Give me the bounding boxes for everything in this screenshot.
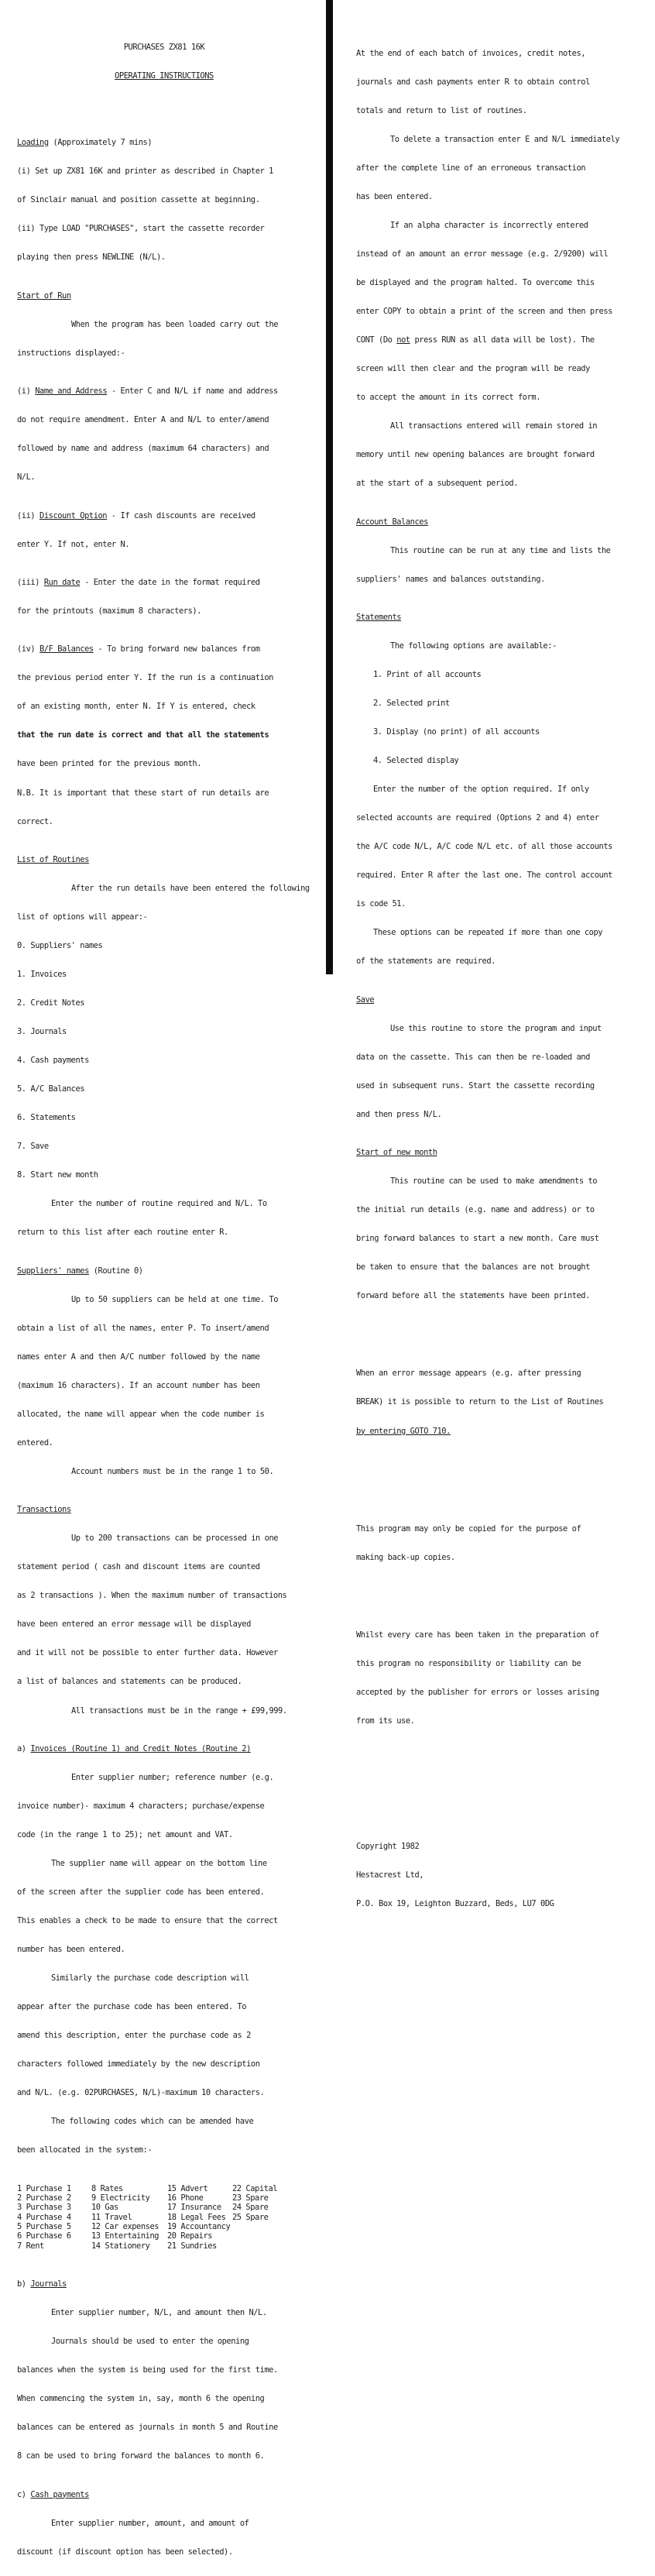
- transactions-line: Up to 200 transactions can be processed in one: [71, 1534, 279, 1544]
- supplier-name-line: This enables a check to be made to ensure that the correct: [17, 1916, 278, 1926]
- invoices-heading: Invoices (Routine 1) and Credit Notes (Routine 2): [30, 1743, 251, 1753]
- error-line: When an error message appears (e.g. after pressing: [356, 1369, 581, 1379]
- statements-line: is code 51.: [356, 899, 406, 909]
- codes-row: [17, 2241, 294, 2251]
- codes-row: [17, 2231, 294, 2241]
- start-new-month-heading: Start of new month: [356, 1148, 437, 1158]
- routines-line: list of options will appear:-: [17, 912, 148, 922]
- codes-row: [17, 2213, 294, 2222]
- journals-more-line: Journals should be used to enter the opening: [51, 2337, 249, 2347]
- statements-line: the A/C code N/L, A/C code N/L etc. of all those accounts: [356, 842, 612, 852]
- left-column: [17, 0, 311, 2576]
- transactions-line: have been entered an error message will be displayed: [17, 1619, 251, 1630]
- statements-heading: Statements: [356, 612, 402, 622]
- error-line: BREAK) it is possible to return to the List of Routines: [356, 1397, 604, 1407]
- discount-detail: enter Y. If not, enter N.: [17, 539, 130, 549]
- code-cell: 18 Legal Fees: [167, 2212, 226, 2222]
- purchase-code-line: and N/L. (e.g. 02PURCHASES, N/L)-maximum 10 characters.: [17, 2088, 265, 2098]
- alpha-more-line: screen will then clear and the program will be ready: [356, 364, 590, 374]
- code-cell: 11 Travel: [91, 2212, 132, 2222]
- code-cell: 1 Purchase 1: [17, 2183, 71, 2193]
- loading-heading: Loading: [17, 138, 49, 148]
- batch-line: At the end of each batch of invoices, credit notes,: [356, 48, 586, 58]
- cash-heading: Cash payments: [30, 2489, 89, 2499]
- code-cell: 5 Purchase 5: [17, 2222, 71, 2232]
- code-cell: 21 Sundries: [167, 2241, 217, 2251]
- copyright-line: Hestacrest Ltd,: [356, 1870, 424, 1880]
- transactions-line: a list of balances and statements can be produced.: [17, 1677, 242, 1687]
- save-heading: Save: [356, 994, 375, 1005]
- care-line: from its use.: [356, 1716, 415, 1726]
- transactions-line: statement period ( cash and discount items are counted: [17, 1562, 260, 1572]
- statements-repeat: of the statements are required.: [356, 957, 496, 967]
- account-balances-heading: Account Balances: [356, 517, 428, 527]
- loading-line: of Sinclair manual and position cassette at beginning.: [17, 195, 260, 205]
- save-line: used in subsequent runs. Start the cassette recording: [356, 1080, 595, 1091]
- transactions-line: as 2 transactions ). When the maximum number of transactions: [17, 1591, 287, 1601]
- bf-line: the previous period enter Y. If the run is a continuation: [17, 673, 273, 683]
- code-cell: [232, 2241, 294, 2251]
- copyright-line: P.O. Box 19, Leighton Buzzard, Beds, LU7 0DG: [356, 1898, 554, 1908]
- journals-line: Enter supplier number, N/L, and amount then N/L.: [51, 2308, 267, 2318]
- start-line: instructions displayed:-: [17, 348, 125, 358]
- suppliers-line: entered.: [17, 1437, 53, 1448]
- suppliers-line: obtain a list of all the names, enter P. To insert/amend: [17, 1323, 269, 1333]
- name-line: do not require amendment. Enter A and N/L to enter/amend: [17, 415, 269, 425]
- routines-line: After the run details have been entered the following: [71, 883, 310, 893]
- codes-row: [17, 2184, 294, 2193]
- code-cell: 19 Accountancy: [167, 2222, 231, 2232]
- cash-line: discount (if discount option has been selected).: [17, 2547, 233, 2557]
- copy-line: This program may only be copied for the purpose of: [356, 1523, 581, 1534]
- delete-line: To delete a transaction enter E and N/L immediately: [390, 134, 620, 144]
- routine-option: 2. Credit Notes: [17, 998, 85, 1008]
- routines-after-line: Enter the number of routine required and N/L. To: [51, 1199, 267, 1209]
- run-date-detail: for the printouts (maximum 8 characters).: [17, 606, 202, 616]
- stored-line: memory until new opening balances are brought forward: [356, 450, 595, 460]
- code-cell: 16 Phone: [167, 2193, 204, 2203]
- cont-line: CONT (Do not press RUN as all data will be lost). The: [356, 335, 595, 345]
- run-date-heading: Run date: [43, 577, 81, 587]
- purchase-codes-table: [17, 2184, 294, 2251]
- suppliers-note: Account numbers must be in the range 1 to 50.: [71, 1466, 274, 1476]
- suppliers-heading: Suppliers' names: [17, 1266, 89, 1276]
- left-page: [0, 0, 326, 2557]
- loading-line: playing then press NEWLINE (N/L).: [17, 252, 166, 263]
- balances-line: suppliers' names and balances outstanding.: [356, 574, 545, 584]
- code-cell: 14 Stationery: [91, 2241, 150, 2251]
- alpha-line: If an alpha character is incorrectly entered: [390, 220, 588, 230]
- name-address-line: (i) Name and Address - Enter C and N/L if name and address: [17, 386, 278, 397]
- delete-line: has been entered.: [356, 191, 433, 201]
- supplier-name-line: number has been entered.: [17, 1945, 125, 1955]
- routine-option: 8. Start new month: [17, 1170, 98, 1180]
- name-address-heading: Name and Address: [35, 386, 108, 397]
- error-line: by entering GOTO 710.: [356, 1426, 451, 1436]
- code-cell: 25 Spare: [232, 2212, 269, 2222]
- newmonth-line: be taken to ensure that the balances are not brought: [356, 1262, 590, 1273]
- run-date-line: (iii) Run date - Enter the date in the format required: [17, 577, 260, 587]
- name-line: N/L.: [17, 472, 36, 483]
- suppliers-line: allocated, the name will appear when the code number is: [17, 1409, 265, 1419]
- alpha-more-line: to accept the amount in its correct form.: [356, 393, 541, 403]
- routine-option: 4. Cash payments: [17, 1056, 89, 1066]
- journals-heading: Journals: [30, 2279, 67, 2289]
- statements-intro: The following options are available:-: [390, 641, 557, 651]
- code-cell: 22 Capital: [232, 2183, 278, 2193]
- code-cell: 2 Purchase 2: [17, 2193, 71, 2203]
- discount-heading: Discount Option: [39, 510, 108, 520]
- invoices-line: code (in the range 1 to 25); net amount and VAT.: [17, 1829, 233, 1839]
- alpha-line: enter COPY to obtain a print of the screen and then press: [356, 306, 612, 316]
- purchase-code-line: Similarly the purchase code description will: [51, 1973, 249, 1984]
- delete-line: after the complete line of an erroneous transaction: [356, 163, 586, 173]
- codes-row: [17, 2203, 294, 2212]
- invoices-heading-line: a) Invoices (Routine 1) and Credit Notes (Routine 2): [17, 1743, 251, 1753]
- codes-row: [17, 2193, 294, 2203]
- care-line: accepted by the publisher for errors or losses arising: [356, 1687, 599, 1697]
- invoices-line: Enter supplier number; reference number (e.g.: [71, 1772, 274, 1782]
- code-cell: 17 Insurance: [167, 2203, 221, 2213]
- transactions-line: and it will not be possible to enter further data. However: [17, 1648, 278, 1658]
- newmonth-line: This routine can be used to make amendments to: [390, 1176, 598, 1187]
- code-cell: [232, 2222, 294, 2231]
- bf-line: of an existing month, enter N. If Y is entered, check: [17, 702, 255, 712]
- bf-line: correct.: [17, 816, 53, 826]
- newmonth-line: bring forward balances to start a new month. Care must: [356, 1234, 599, 1244]
- right-page: [333, 0, 655, 1908]
- code-cell: 4 Purchase 4: [17, 2212, 71, 2222]
- journals-more-line: 8 can be used to bring forward the balances to month 6.: [17, 2451, 265, 2461]
- save-line: and then press N/L.: [356, 1109, 442, 1119]
- purchase-code-line: appear after the purchase code has been entered. To: [17, 2002, 247, 2012]
- batch-line: journals and cash payments enter R to obtain control: [356, 77, 590, 87]
- routine-option: 1. Invoices: [17, 970, 67, 980]
- code-cell: 20 Repairs: [167, 2231, 213, 2241]
- cash-heading-line: c) Cash payments: [17, 2489, 89, 2499]
- bf-line: N.B. It is important that these start of run details are: [17, 788, 269, 798]
- save-line: Use this routine to store the program and input: [390, 1023, 602, 1033]
- right-column: [356, 0, 619, 1928]
- code-cell: 24 Spare: [232, 2203, 269, 2213]
- statement-option: 1. Print of all accounts: [373, 670, 482, 680]
- code-cell: 15 Advert: [167, 2183, 208, 2193]
- document-title: PURCHASES ZX81 16K: [123, 42, 205, 52]
- newmonth-line: forward before all the statements have been printed.: [356, 1291, 590, 1301]
- stored-line: at the start of a subsequent period.: [356, 479, 519, 489]
- code-cell: 3 Purchase 3: [17, 2203, 71, 2213]
- code-cell: 8 Rates: [91, 2183, 123, 2193]
- balances-line: This routine can be run at any time and lists the: [390, 545, 611, 555]
- transactions-range: All transactions must be in the range + £99,999.: [71, 1705, 287, 1716]
- codes-intro-line: The following codes which can be amended have: [51, 2117, 254, 2127]
- code-cell: 12 Car expenses: [91, 2222, 159, 2232]
- statements-line: Enter the number of the option required. If only: [373, 785, 589, 795]
- save-line: data on the cassette. This can then be re-loaded and: [356, 1052, 590, 1062]
- loading-heading-line: Loading (Approximately 7 mins): [17, 138, 153, 148]
- name-line: followed by name and address (maximum 64 characters) and: [17, 444, 269, 454]
- purchase-code-line: characters followed immediately by the new description: [17, 2059, 260, 2069]
- code-cell: 13 Entertaining: [91, 2231, 159, 2241]
- bf-line: that the run date is correct and that all the statements: [17, 730, 269, 740]
- stored-line: All transactions entered will remain stored in: [390, 421, 598, 431]
- start-line: When the program has been loaded carry out the: [71, 319, 279, 329]
- purchase-code-line: amend this description, enter the purchase code as 2: [17, 2031, 251, 2041]
- alpha-line: instead of an amount an error message (e.g. 2/9200) will: [356, 249, 609, 259]
- routine-option: 0. Suppliers' names: [17, 941, 103, 950]
- supplier-name-line: of the screen after the supplier code has been entered.: [17, 1887, 265, 1898]
- suppliers-line: Up to 50 suppliers can be held at one time. To: [71, 1294, 279, 1304]
- statement-option: 3. Display (no print) of all accounts: [373, 727, 540, 737]
- loading-line: (i) Set up ZX81 16K and printer as described in Chapter 1: [17, 167, 273, 177]
- statement-option: 2. Selected print: [373, 699, 450, 709]
- routine-option: 7. Save: [17, 1142, 49, 1152]
- suppliers-heading-line: Suppliers' names (Routine 0): [17, 1266, 143, 1276]
- bf-line: have been printed for the previous month.: [17, 759, 202, 769]
- alpha-line: be displayed and the program halted. To overcome this: [356, 277, 595, 287]
- statements-repeat: These options can be repeated if more than one copy: [373, 928, 603, 938]
- invoices-line: invoice number)- maximum 4 characters; purchase/expense: [17, 1801, 265, 1811]
- batch-line: totals and return to list of routines.: [356, 105, 527, 115]
- discount-line: (ii) Discount Option - If cash discounts are received: [17, 510, 255, 520]
- copy-line: making back-up copies.: [356, 1552, 455, 1562]
- journals-more-line: balances can be entered as journals in month 5 and Routine: [17, 2423, 278, 2433]
- suppliers-line: (maximum 16 characters). If an account number has been: [17, 1380, 260, 1390]
- statements-line: required. Enter R after the last one. The control account: [356, 871, 612, 881]
- document-subtitle: OPERATING INSTRUCTIONS: [115, 70, 214, 81]
- statements-line: selected accounts are required (Options 2 and 4) enter: [356, 813, 599, 823]
- journals-more-line: balances when the system is being used for the first time.: [17, 2365, 278, 2375]
- code-cell: 23 Spare: [232, 2193, 269, 2203]
- copyright-line: Copyright 1982: [356, 1841, 420, 1851]
- cash-line: Enter supplier number, amount, and amount of: [51, 2518, 249, 2528]
- routine-option: 3. Journals: [17, 1027, 67, 1037]
- bf-balances-heading: B/F Balances: [39, 644, 94, 654]
- transactions-heading: Transactions: [17, 1505, 71, 1515]
- codes-row: [17, 2222, 294, 2231]
- page-divider: [326, 0, 333, 974]
- loading-line: (ii) Type LOAD "PURCHASES", start the cassette recorder: [17, 224, 265, 234]
- code-cell: 7 Rent: [17, 2241, 44, 2251]
- code-cell: 10 Gas: [91, 2203, 118, 2213]
- routines-after-line: return to this list after each routine enter R.: [17, 1228, 228, 1238]
- care-line: this program no responsibility or liability can be: [356, 1658, 581, 1668]
- suppliers-line: names enter A and then A/C number followed by the name: [17, 1352, 260, 1362]
- code-cell: 9 Electricity: [91, 2193, 150, 2203]
- journals-heading-line: b) Journals: [17, 2279, 67, 2289]
- list-of-routines-heading: List of Routines: [17, 854, 89, 864]
- code-cell: [232, 2231, 294, 2241]
- supplier-name-line: The supplier name will appear on the bottom line: [51, 1859, 267, 1868]
- statement-option: 4. Selected display: [373, 756, 459, 766]
- bf-balances-line: (iv) B/F Balances - To bring forward new balances from: [17, 644, 260, 654]
- code-cell: 6 Purchase 6: [17, 2231, 71, 2241]
- newmonth-line: the initial run details (e.g. name and address) or to: [356, 1205, 595, 1215]
- routine-option: 5. A/C Balances: [17, 1084, 85, 1094]
- routine-option: 6. Statements: [17, 1113, 76, 1123]
- start-of-run-heading: Start of Run: [17, 290, 71, 301]
- codes-intro-line: been allocated in the system:-: [17, 2145, 153, 2155]
- care-line: Whilst every care has been taken in the preparation of: [356, 1630, 599, 1640]
- journals-more-line: When commencing the system in, say, month 6 the opening: [17, 2394, 265, 2404]
